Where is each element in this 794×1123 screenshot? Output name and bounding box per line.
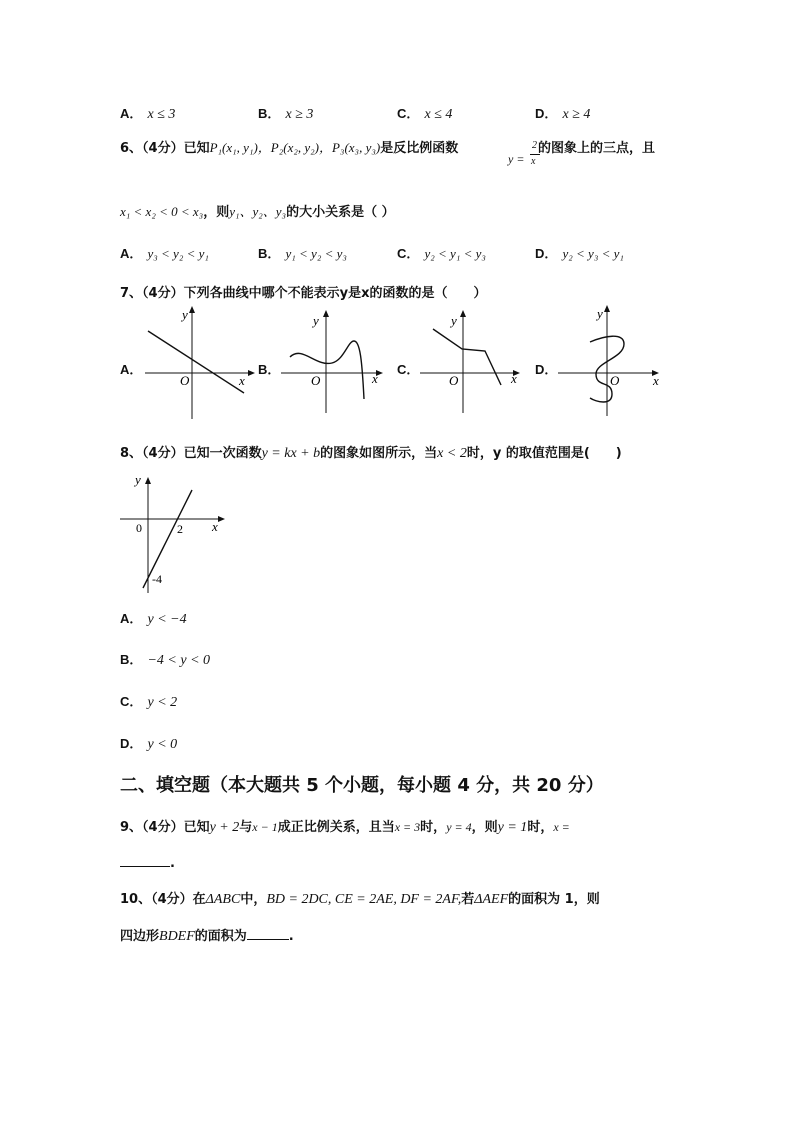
q6-stem-line2 <box>120 201 395 220</box>
option-math: y < 0 <box>147 737 178 752</box>
y-axis-label: y <box>182 307 188 322</box>
q5-option-a <box>120 103 175 123</box>
q6-vars: y₁、y₂、y₃ <box>229 204 287 219</box>
curve-line <box>148 331 244 393</box>
q10-text: 中， <box>240 892 267 907</box>
x-axis-arrow <box>218 516 225 522</box>
q7-stem: 7、（4分）下列各曲线中哪个不能表示y是x的函数的是（ ） <box>120 286 487 301</box>
q9-math: x − 1 <box>252 820 278 834</box>
x-intercept-label: 2 <box>177 522 183 536</box>
q9-math: x = 3 <box>394 820 421 834</box>
option-letter: A． <box>120 106 143 121</box>
q10-math: ΔABC <box>205 892 241 907</box>
y-axis-arrow <box>323 310 329 317</box>
option-letter: D． <box>535 106 558 121</box>
option-letter: B． <box>120 652 143 667</box>
y-axis-label: y <box>135 472 141 487</box>
option-math: x ≥ 4 <box>562 107 591 122</box>
option-letter: C． <box>397 106 420 121</box>
q5-option-d <box>535 103 590 123</box>
q6-func-numerator: 2 <box>532 140 537 151</box>
option-letter: A． <box>120 246 143 261</box>
option-math: x ≤ 3 <box>147 107 176 122</box>
linear-function-line <box>143 490 192 588</box>
q6-option-a <box>120 243 209 262</box>
q7-graph-b <box>278 305 398 423</box>
q9-text: 与 <box>239 820 253 835</box>
option-letter: D． <box>535 362 558 377</box>
q9-text: 9、（4分）已知 <box>120 820 210 835</box>
origin-label: O <box>311 373 321 388</box>
answer-blank[interactable] <box>247 926 289 940</box>
q6-stem-line1 <box>120 137 458 156</box>
q9-end: . <box>170 856 175 871</box>
q10-math: BD = 2DC, CE = 2AE, DF = 2AF, <box>266 892 462 907</box>
q10-text: 10、（4分）在 <box>120 892 206 907</box>
q8-option-b <box>120 649 210 669</box>
origin-label: 0 <box>136 521 142 535</box>
option-letter: B． <box>258 362 281 377</box>
q6-function-fraction <box>508 140 542 176</box>
q6-option-b <box>258 243 347 262</box>
q6-prefix: 6、（4分）已知 <box>120 141 210 156</box>
q8-stem <box>120 442 622 462</box>
option-math: x ≤ 4 <box>424 107 453 122</box>
q8-prefix: 8、（4分）已知一次函数 <box>120 446 262 461</box>
q10-stem-line1 <box>120 888 600 908</box>
q10-text: 的面积为 1，则 <box>508 892 600 907</box>
q8-condition: x < 2 <box>437 446 467 461</box>
option-letter: C． <box>120 694 143 709</box>
option-letter: C． <box>397 362 420 377</box>
q10-math: ΔAEF <box>474 892 509 907</box>
x-axis-label: x <box>239 373 245 388</box>
q9-text: 成正比例关系，且当 <box>277 820 395 835</box>
y-axis-label: y <box>313 313 319 328</box>
option-math: y₁ < y₂ < y₃ <box>285 246 347 261</box>
q8-suffix: 时，y 的取值范围是( ) <box>466 446 622 461</box>
q6-suffix: 的图象上的三点，且 <box>538 141 656 156</box>
q8-middle: 的图象如图所示，当 <box>320 446 438 461</box>
option-letter: B． <box>258 106 281 121</box>
option-math: y₂ < y₁ < y₃ <box>424 246 486 261</box>
q9-stem <box>120 816 570 836</box>
q9-math: y + 2 <box>209 820 240 835</box>
q8-option-a <box>120 608 187 628</box>
x-axis-label: x <box>212 519 218 534</box>
q10-text: 若 <box>461 892 475 907</box>
curve-polyline <box>433 329 501 385</box>
option-math: y < 2 <box>147 695 178 710</box>
x-axis-label: x <box>511 371 517 386</box>
y-axis-arrow <box>145 477 151 484</box>
q6-points: P₁(x₁, y₁)，P₂(x₂, y₂)，P₃(x₃, y₃) <box>209 140 381 155</box>
q9-text: 时， <box>527 820 554 835</box>
q6-option-c <box>397 243 486 262</box>
q10-end: . <box>288 929 294 944</box>
y-axis-arrow <box>189 306 195 313</box>
q8-option-c <box>120 691 177 711</box>
q6-question: 的大小关系是（ ） <box>286 205 395 220</box>
q10-stem-line2 <box>120 925 294 945</box>
option-letter: D． <box>120 736 143 751</box>
x-axis-arrow <box>248 370 255 376</box>
y-axis-label: y <box>597 306 603 321</box>
option-letter: A． <box>120 362 143 377</box>
q6-then: ，则 <box>203 205 230 220</box>
curve-cubic <box>290 341 364 399</box>
q8-graph <box>118 470 230 596</box>
q6-func-y: y = <box>508 152 525 166</box>
option-math: y₂ < y₃ < y₁ <box>562 246 624 261</box>
origin-label: O <box>610 373 620 388</box>
q8-option-d <box>120 733 177 753</box>
q9-math: y = 4 <box>446 820 472 834</box>
option-letter: C． <box>397 246 420 261</box>
q7-graph-a <box>140 305 260 423</box>
q10-math: BDEF <box>159 929 195 944</box>
option-math: x ≥ 3 <box>285 107 314 122</box>
q5-option-b <box>258 103 313 123</box>
section-2-heading: 二、填空题（本大题共 5 个小题，每小题 4 分，共 20 分） <box>120 775 604 796</box>
y-intercept-label: -4 <box>152 572 162 586</box>
answer-blank[interactable] <box>120 852 170 867</box>
origin-label: O <box>449 373 459 388</box>
y-axis-arrow <box>604 305 610 312</box>
y-axis-arrow <box>460 310 466 317</box>
q8-function: y = kx + b <box>261 446 321 461</box>
option-letter: B． <box>258 246 281 261</box>
q9-text: 时， <box>420 820 447 835</box>
q6-option-d <box>535 243 624 262</box>
q10-text: 的面积为 <box>194 929 247 944</box>
q9-text: ，则 <box>471 820 498 835</box>
y-axis-label: y <box>451 313 457 328</box>
origin-label: O <box>180 373 190 388</box>
q5-option-c <box>397 103 452 123</box>
option-letter: A． <box>120 611 143 626</box>
x-axis-label: x <box>653 373 659 388</box>
x-axis-label: x <box>372 371 378 386</box>
q9-answer-line <box>120 852 175 871</box>
option-math: y < −4 <box>147 612 187 627</box>
option-letter: D． <box>535 246 558 261</box>
option-math: y₃ < y₂ < y₁ <box>147 246 209 261</box>
q7-graph-c <box>417 305 537 423</box>
q7-graph-d <box>554 300 674 422</box>
option-math: −4 < y < 0 <box>147 653 211 668</box>
q9-math: x = <box>553 820 570 834</box>
q9-math: y = 1 <box>497 820 528 835</box>
q6-condition: x₁ < x₂ < 0 < x₃ <box>120 204 204 219</box>
q10-text: 四边形 <box>120 929 160 944</box>
q6-func-denominator: x <box>531 156 536 167</box>
q6-middle: 是反比例函数 <box>380 141 459 156</box>
